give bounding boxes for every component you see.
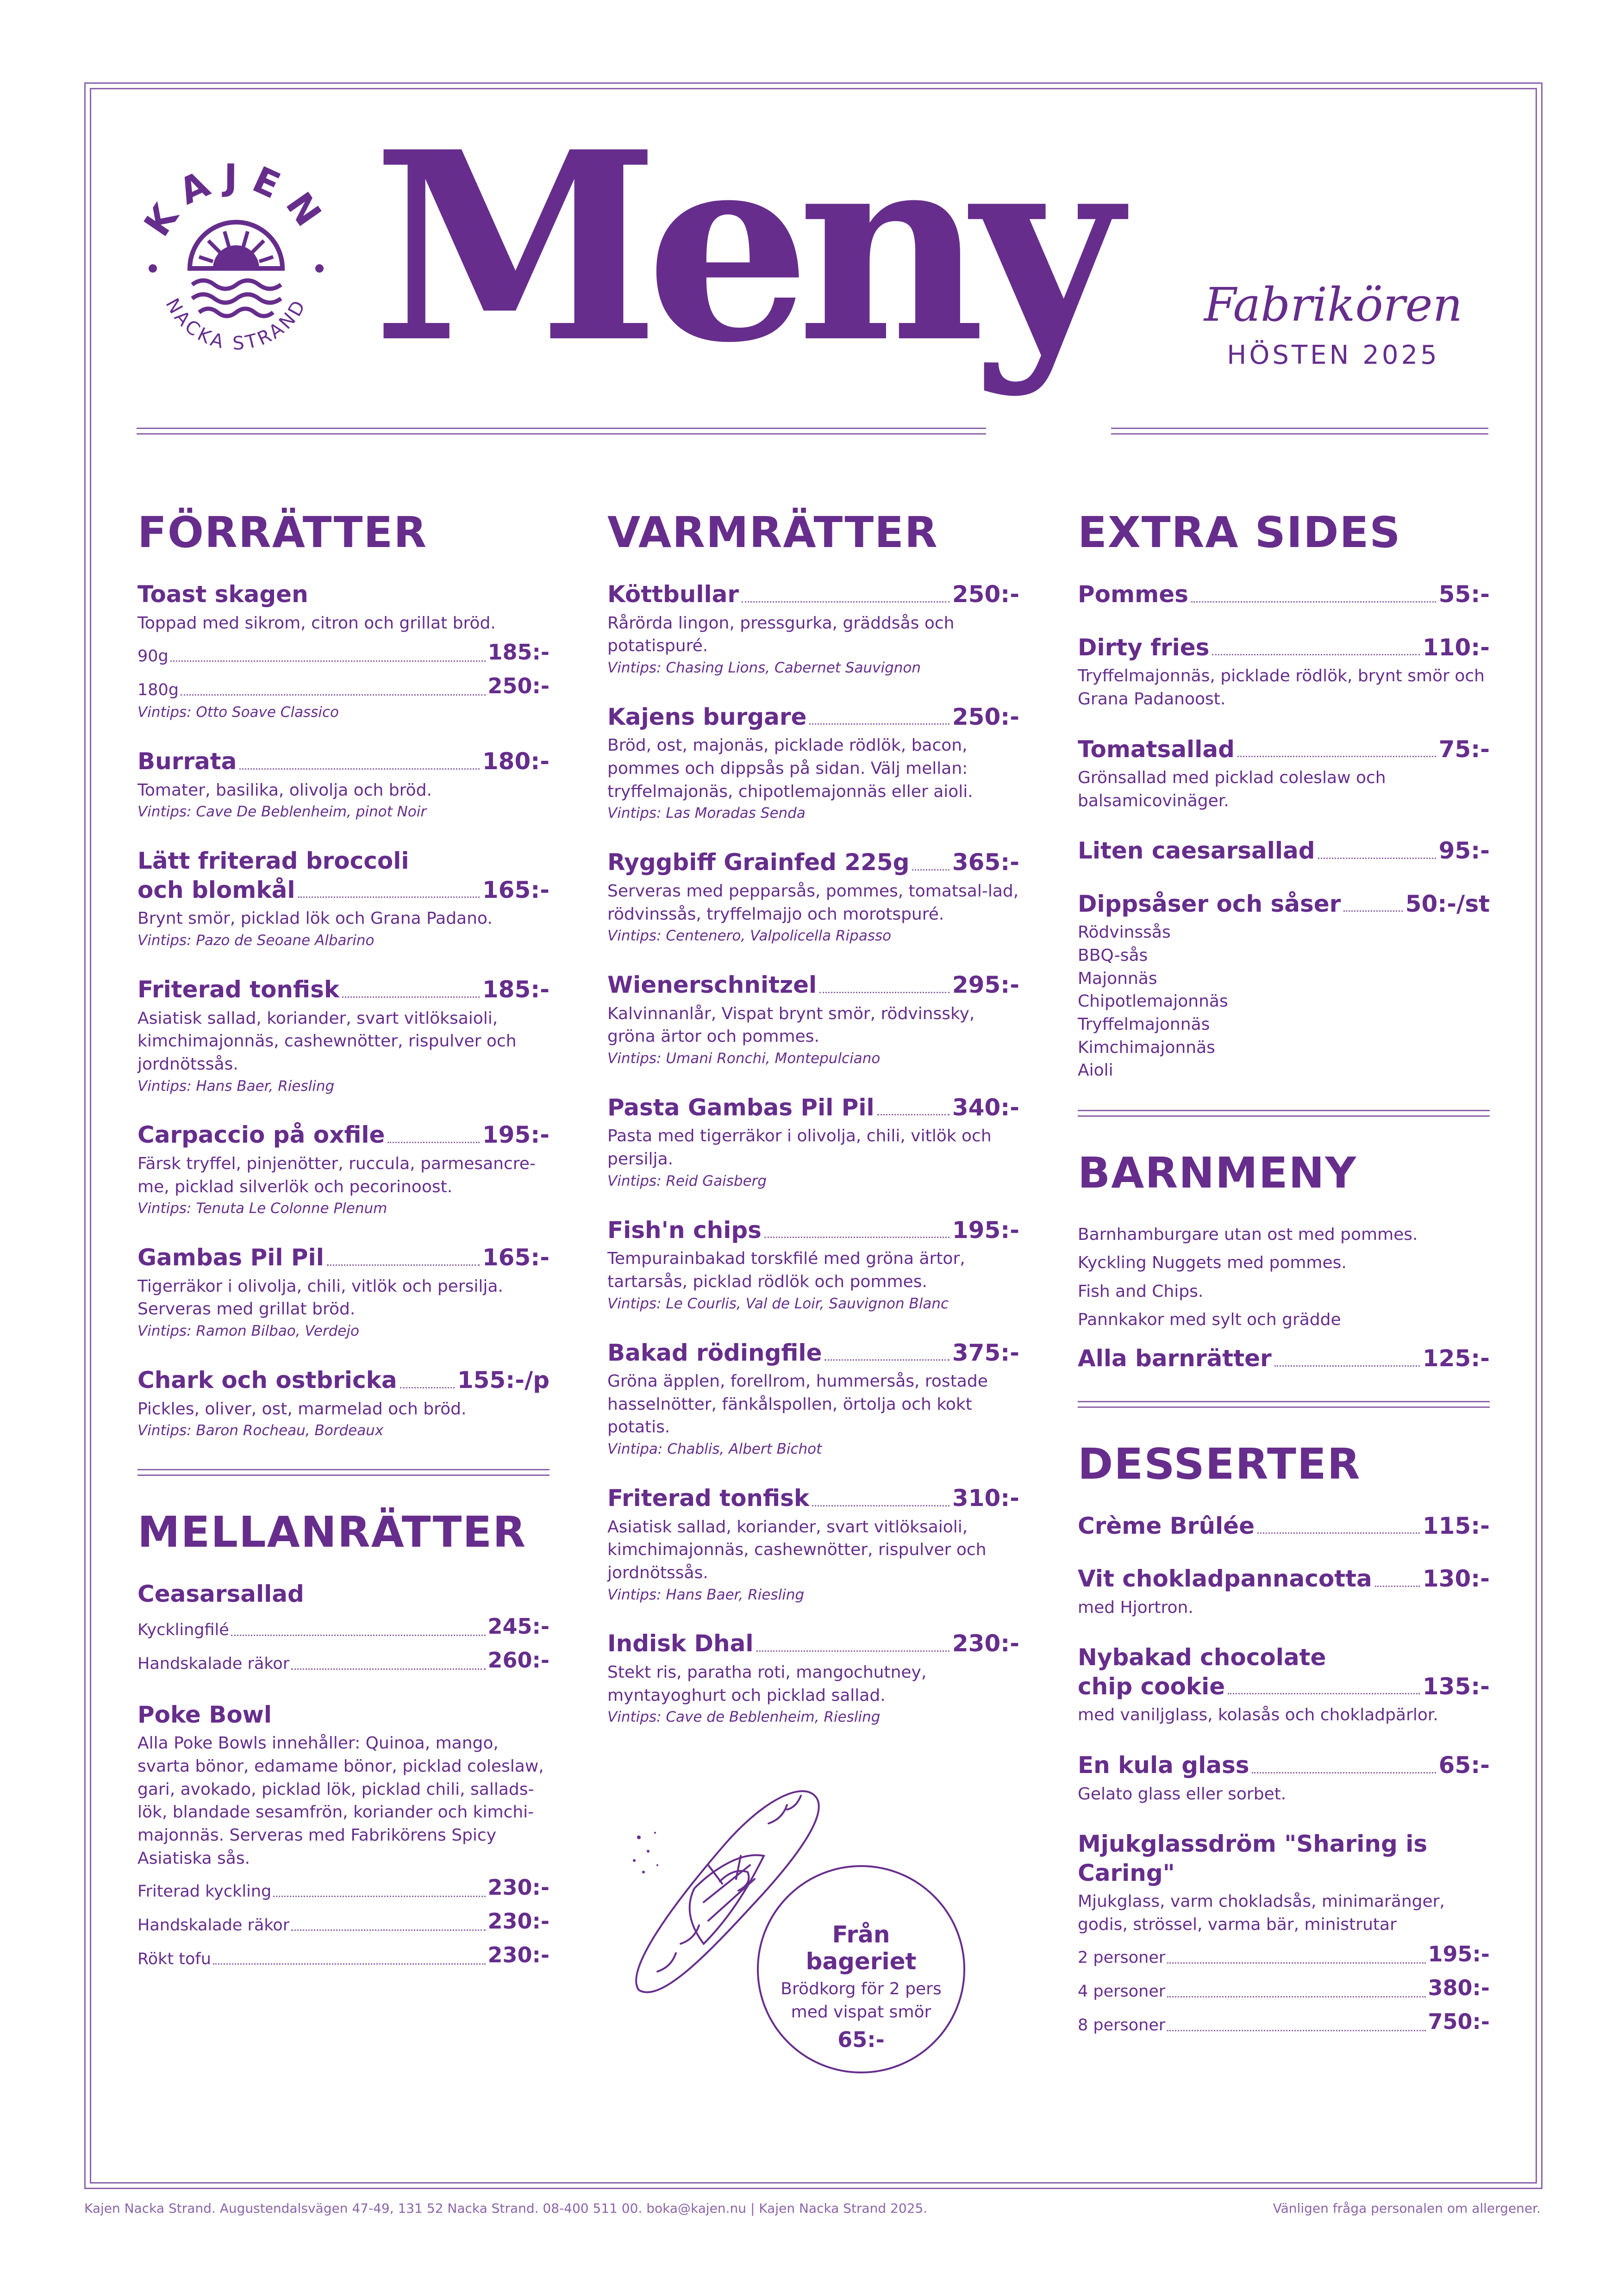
item-name: chip cookie: [1078, 1673, 1225, 1700]
wine-tip: Vintips: Le Courlis, Val de Loir, Sauvignon Blanc: [607, 1295, 949, 1312]
item-name: Poke Bowl: [137, 1701, 272, 1728]
item-name: Köttbullar: [607, 581, 739, 608]
menu-item: [1078, 836, 1490, 865]
kids-item: Kyckling Nuggets med pommes.: [1078, 1253, 1347, 1273]
bakery-desc: med vispat smör: [791, 2003, 931, 2022]
menu-item: [1078, 1829, 1490, 2037]
menu-item: [137, 1580, 550, 1676]
item-price: 125:-: [1422, 1345, 1490, 1372]
sauce-item: Rödvinssås: [1078, 923, 1171, 942]
item-name: Crème Brûlée: [1078, 1512, 1255, 1539]
item-desc: Bröd, ost, majonäs, picklade rödlök, bacon, pommes och dippsås på sidan. Välj mellan: tryffelmajonäs, chipotlemajonnäs eller aioli.: [607, 736, 973, 801]
item-price: 180:-: [482, 748, 550, 775]
item-name: Chark och ostbricka: [137, 1367, 397, 1394]
item-name: Carpaccio på oxfile: [137, 1121, 385, 1149]
item-price: 75:-: [1438, 735, 1490, 763]
item-name: Liten caesarsallad: [1078, 837, 1315, 865]
section-title-barnmeny: BARNMENY: [1078, 1148, 1357, 1198]
kids-item: Barnhamburgare utan ost med pommes.: [1078, 1225, 1418, 1244]
sauce-item: BBQ-sås: [1078, 946, 1148, 965]
menu-item: [137, 747, 550, 822]
section-divider: [1078, 1401, 1490, 1408]
menu-item: [137, 1243, 550, 1342]
item-price: 365:-: [952, 849, 1019, 876]
item-price: 250:-: [952, 581, 1019, 608]
item-name: Ceasarsallad: [137, 1580, 304, 1608]
wine-tip: Vintips: Umani Ronchi, Montepulciano: [607, 1050, 881, 1067]
item-name: Nybakad chocolate: [1078, 1644, 1326, 1671]
item-desc: Gröna äpplen, forellrom, hummersås, rostade hasselnötter, fänkålspollen, örtolja och kokt potatis.: [607, 1372, 988, 1437]
item-price: 375:-: [952, 1339, 1019, 1366]
column-middle: [607, 509, 1019, 1752]
item-desc: Pasta med tigerräkor i olivolja, chili, vitlök och persilja.: [607, 1126, 992, 1169]
wine-tip: Vintips: Las Moradas Senda: [607, 805, 806, 822]
menu-item: [607, 971, 1019, 1069]
section-title-desserter: DESSERTER: [1078, 1439, 1361, 1489]
price-option: 4 personer 380:-: [1078, 1975, 1490, 2001]
svg-text:KAJEN: KAJEN: [136, 157, 336, 244]
wine-tip: Vintips: Reid Gaisberg: [607, 1172, 767, 1189]
column-left: [137, 509, 550, 1995]
item-desc: Brynt smör, picklad lök och Grana Padano.: [137, 909, 493, 928]
item-price: 185:-: [482, 976, 550, 1003]
venue-name: Fabrikören: [1204, 278, 1463, 332]
menu-item: [1078, 1344, 1490, 1373]
wine-tip: Vintips: Ramon Bilbao, Verdejo: [137, 1323, 359, 1340]
item-name: och blomkål: [137, 876, 295, 903]
item-price: 165:-: [482, 876, 550, 903]
menu-title: Meny: [373, 95, 1108, 400]
item-price: 110:-: [1422, 634, 1490, 661]
menu-item: [137, 975, 550, 1096]
item-name: Dippsåser och såser: [1078, 890, 1341, 917]
item-name: Gambas Pil Pil: [137, 1244, 324, 1271]
section-divider: [1078, 1110, 1490, 1117]
wine-tip: Vintips: Hans Baer, Riesling: [607, 1586, 805, 1603]
sauce-item: Chipotlemajonnäs: [1078, 992, 1228, 1011]
menu-item: [137, 1120, 550, 1219]
item-price: 115:-: [1422, 1512, 1490, 1539]
item-desc: Toppad med sikrom, citron och grillat bröd.: [137, 613, 496, 633]
wine-tip: Vintips: Baron Rocheau, Bordeaux: [137, 1422, 384, 1439]
bakery-badge: [757, 1865, 965, 2073]
item-name: Friterad tonfisk: [607, 1485, 810, 1512]
kids-item: Pannkakor med sylt och grädde: [1078, 1310, 1341, 1329]
wine-tip: Vintipa: Chablis, Albert Bichot: [607, 1441, 822, 1458]
wine-tip: Vintips: Otto Soave Classico: [137, 704, 339, 721]
header-rule: [137, 428, 986, 429]
item-price: 135:-: [1422, 1673, 1490, 1700]
item-name: En kula glass: [1078, 1752, 1249, 1779]
menu-item: [1078, 1564, 1490, 1619]
wine-tip: Vintips: Tenuta Le Colonne Plenum: [137, 1200, 387, 1217]
sauce-item: Aioli: [1078, 1061, 1113, 1080]
menu-item: [137, 1700, 550, 1972]
bakery-desc: Brödkorg för 2 pers: [781, 1979, 942, 1998]
item-name: Alla barnrätter: [1078, 1345, 1272, 1372]
column-right: [1078, 509, 1490, 2062]
item-name: Bakad rödingfile: [607, 1339, 822, 1366]
menu-item: [607, 1093, 1019, 1192]
item-desc: Alla Poke Bowls innehåller: Quinoa, mango, svarta bönor, edamame bönor, picklad coleslaw, gari, avokado, picklad lök, picklad chili, sallads-lök, blandade sesamfrön, koriander och kimchi-majonnäs. Serveras med Fabrikörens Spicy Asiatiska sås.: [137, 1734, 544, 1868]
item-price: 50:-/st: [1405, 890, 1490, 917]
header-rule: [137, 433, 986, 435]
item-desc: Kalvinnanlår, Vispat brynt smör, rödvinssky, gröna ärtor och pommes.: [607, 1004, 975, 1046]
sauce-item: Tryffelmajonnäs: [1078, 1015, 1210, 1034]
item-price: 340:-: [952, 1094, 1019, 1121]
wine-tip: Vintips: Chasing Lions, Cabernet Sauvignon: [607, 660, 921, 677]
item-desc: Asiatisk sallad, koriander, svart vitlöksaioli, kimchimajonnäs, cashewnötter, rispulver och jordnötssås.: [137, 1008, 517, 1074]
menu-item: [607, 580, 1019, 678]
menu-item: [1078, 1512, 1490, 1541]
item-price: 195:-: [482, 1121, 550, 1149]
season-label: HÖSTEN 2025: [1227, 340, 1440, 370]
price-option: 90g 185:-: [137, 640, 550, 666]
item-price: 250:-: [952, 703, 1019, 730]
item-price: 155:-/p: [457, 1367, 550, 1394]
item-name: Fish'n chips: [607, 1216, 762, 1244]
item-name: Burrata: [137, 748, 237, 775]
price-option: Friterad kyckling 230:-: [137, 1875, 550, 1901]
menu-item: [607, 848, 1019, 946]
item-name: Dirty fries: [1078, 634, 1210, 661]
item-price: 295:-: [952, 971, 1019, 999]
item-price: 95:-: [1438, 837, 1490, 865]
item-name: Mjukglassdröm "Sharing is Caring": [1078, 1830, 1428, 1886]
menu-item: [137, 580, 550, 723]
price-option: Handskalade räkor 260:-: [137, 1647, 550, 1674]
item-name: Lätt friterad broccoli: [137, 847, 409, 875]
item-name: Toast skagen: [137, 581, 308, 608]
sauce-item: Kimchimajonnäs: [1078, 1038, 1215, 1057]
item-price: 65:-: [1438, 1752, 1490, 1779]
item-desc: Grönsallad med picklad coleslaw och balsamicovinäger.: [1078, 768, 1386, 810]
item-name: Wienerschnitzel: [607, 971, 817, 999]
item-price: 310:-: [952, 1485, 1019, 1512]
bakery-title: Från: [832, 1921, 890, 1948]
menu-item: [607, 703, 1019, 824]
menu-item: [607, 1629, 1019, 1728]
item-desc: Tempurainbakad torskfilé med gröna ärtor, tartarsås, picklad rödlök och pommes.: [607, 1249, 965, 1291]
item-name: Kajens burgare: [607, 703, 807, 730]
wine-tip: Vintips: Cave De Beblenheim, pinot Noir: [137, 803, 427, 821]
menu-item: [607, 1338, 1019, 1460]
item-name: Ryggbiff Grainfed 225g: [607, 849, 910, 876]
item-price: 130:-: [1422, 1565, 1490, 1593]
menu-item: [137, 846, 550, 951]
svg-text:NACKA STRAND: NACKA STRAND: [161, 295, 311, 355]
menu-item: [1078, 890, 1490, 1082]
item-name: Pasta Gambas Pil Pil: [607, 1094, 874, 1121]
item-name: Indisk Dhal: [607, 1630, 754, 1657]
item-desc: med Hjortron.: [1078, 1598, 1193, 1617]
section-title-varmratter: VARMRÄTTER: [607, 508, 938, 557]
item-desc: med vaniljglass, kolasås och chokladpärlor.: [1078, 1705, 1438, 1725]
price-option: 8 personer 750:-: [1078, 2009, 1490, 2035]
item-name: Vit chokladpannacotta: [1078, 1565, 1372, 1593]
item-price: 195:-: [952, 1216, 1019, 1244]
wine-tip: Vintips: Centenero, Valpolicella Ripasso: [607, 927, 892, 945]
kajen-logo: [134, 157, 338, 361]
price-option: Rökt tofu 230:-: [137, 1942, 550, 1968]
menu-item: [1078, 580, 1490, 609]
item-name: Pommes: [1078, 581, 1188, 608]
item-desc: Färsk tryffel, pinjenötter, ruccula, parmesancre-me, picklad silverlök och pecorinoost.: [137, 1154, 536, 1196]
menu-item: [607, 1484, 1019, 1605]
item-desc: Pickles, oliver, ost, marmelad och bröd.: [137, 1399, 467, 1419]
sauce-item: Majonnäs: [1078, 969, 1157, 988]
bakery-price: 65:-: [837, 2027, 885, 2052]
item-desc: Stekt ris, paratha roti, mangochutney, myntayoghurt och picklad sallad.: [607, 1662, 927, 1705]
kids-item: Fish and Chips.: [1078, 1282, 1204, 1301]
item-desc: Tryffelmajonnäs, picklade rödlök, brynt smör och Grana Padanoost.: [1078, 666, 1485, 709]
wine-tip: Vintips: Hans Baer, Riesling: [137, 1077, 335, 1095]
menu-item: [1078, 735, 1490, 813]
menu-item: [1078, 633, 1490, 711]
item-desc: Tigerräkor i olivolja, chili, vitlök och persilja. Serveras med grillat bröd.: [137, 1276, 503, 1319]
item-desc: Mjukglass, varm chokladsås, minimaränger, godis, strössel, varma bär, ministrutar: [1078, 1892, 1445, 1934]
price-option: 2 personer 195:-: [1078, 1941, 1490, 1967]
wine-tip: Vintips: Cave de Beblenheim, Riesling: [607, 1709, 881, 1726]
section-title-mellanratter: MELLANRÄTTER: [137, 1507, 527, 1557]
footer-address: Kajen Nacka Strand. Augustendalsvägen 47-49, 131 52 Nacka Strand. 08-400 511 00. boka@kajen.nu | Kajen Nacka Strand 2025.: [84, 2201, 928, 2216]
item-price: 230:-: [952, 1630, 1019, 1657]
menu-item: [1078, 1751, 1490, 1805]
bakery-title: bageriet: [806, 1948, 917, 1975]
wine-tip: Vintips: Pazo de Seoane Albarino: [137, 932, 375, 949]
section-title-extra-sides: EXTRA SIDES: [1078, 508, 1401, 557]
item-desc: Rårörda lingon, pressgurka, gräddsås och potatispuré.: [607, 613, 955, 656]
item-name: Friterad tonfisk: [137, 976, 340, 1003]
price-option: Kycklingfilé 245:-: [137, 1613, 550, 1640]
item-desc: Asiatisk sallad, koriander, svart vitlöksaioli, kimchimajonnäs, cashewnötter, rispulver och jordnötssås.: [607, 1517, 987, 1582]
item-desc: Serveras med pepparsås, pommes, tomatsal-lad, rödvinssås, tryffelmajjo och morotspuré.: [607, 881, 1019, 924]
sauce-list: [1078, 921, 1490, 1082]
menu-item: [1078, 1643, 1490, 1727]
footer-allergy-note: Vänligen fråga personalen om allergener.: [1273, 2201, 1541, 2216]
price-option: Handskalade räkor 230:-: [137, 1909, 550, 1935]
item-desc: Tomater, basilika, olivolja och bröd.: [137, 780, 432, 800]
item-desc: Gelato glass eller sorbet.: [1078, 1784, 1287, 1804]
item-price: 165:-: [482, 1244, 550, 1271]
item-price: 55:-: [1438, 581, 1490, 608]
header-rule: [1111, 433, 1488, 435]
item-name: Tomatsallad: [1078, 735, 1235, 763]
section-title-forratter: FÖRRÄTTER: [137, 508, 428, 557]
section-divider: [137, 1469, 550, 1476]
header-rule: [1111, 428, 1488, 429]
menu-item: [137, 1366, 550, 1441]
menu-item: [607, 1216, 1019, 1314]
price-option: 180g 250:-: [137, 673, 550, 699]
